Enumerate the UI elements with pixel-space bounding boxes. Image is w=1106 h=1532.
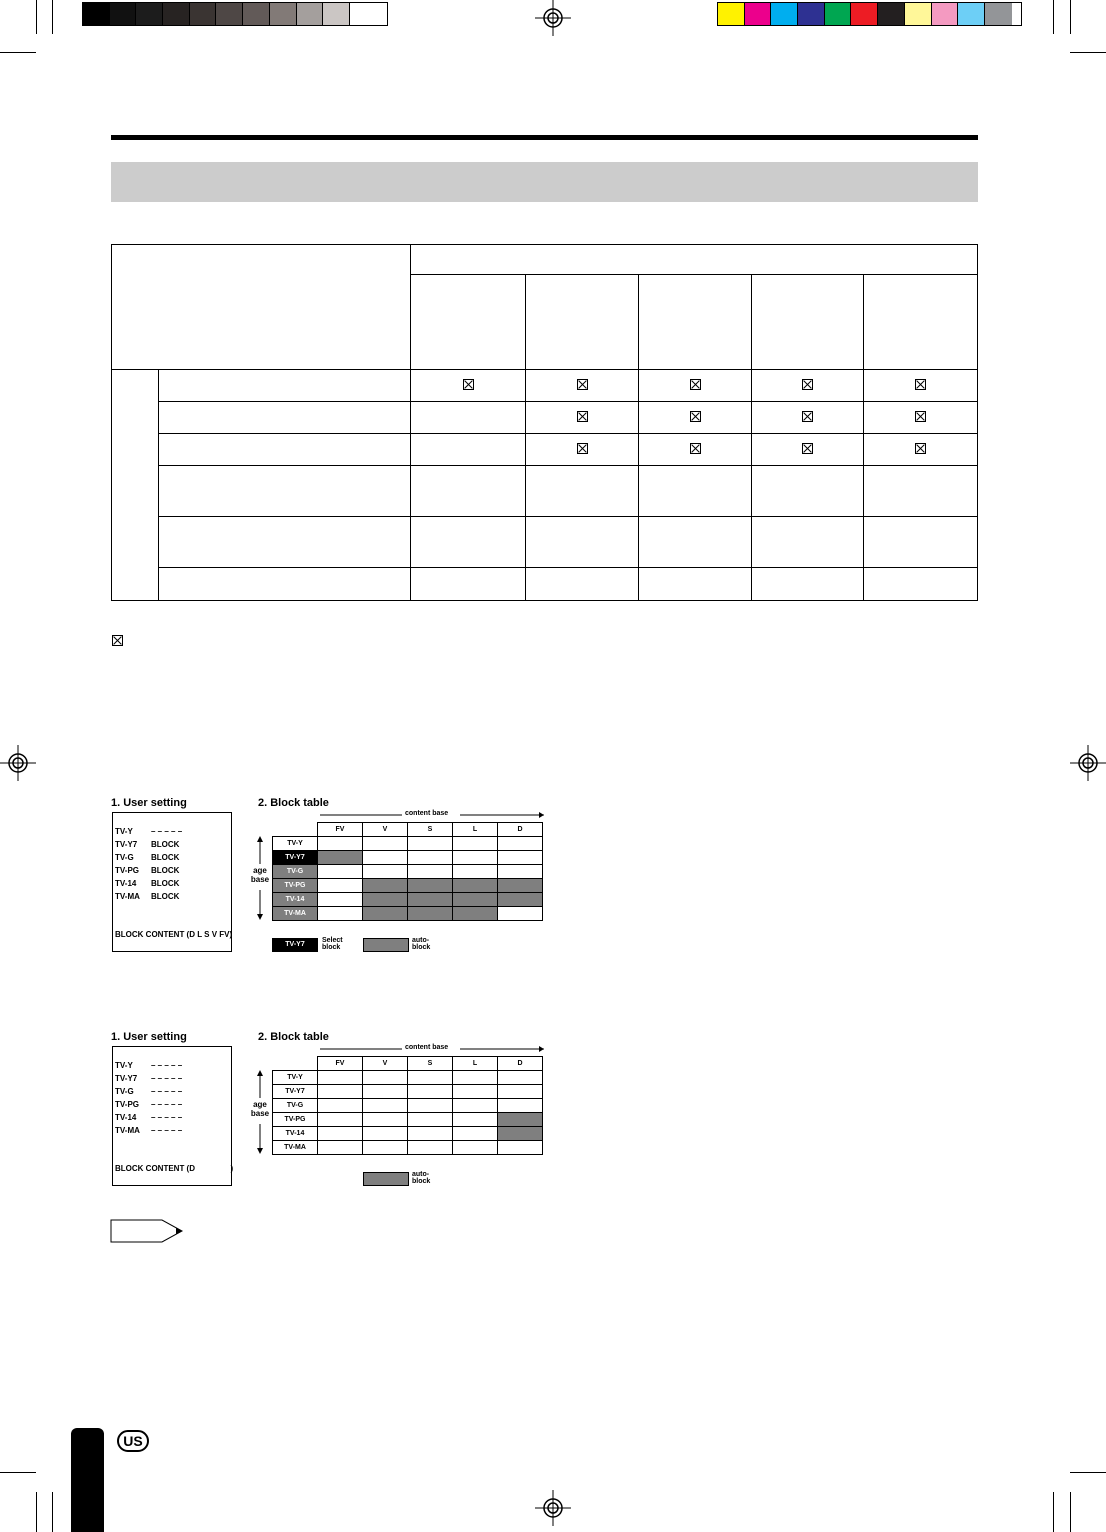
table-cell	[411, 434, 526, 466]
checked-box-icon	[690, 379, 701, 390]
block-table	[272, 1056, 543, 1155]
age-row-label: TV-14	[273, 893, 318, 907]
open-cell	[318, 1071, 363, 1085]
checked-box-icon	[577, 411, 588, 422]
blocked-cell	[453, 893, 498, 907]
blocked-cell	[408, 907, 453, 921]
open-cell	[453, 865, 498, 879]
table-row	[273, 1099, 543, 1113]
table-row	[273, 865, 543, 879]
row-label-cell	[159, 568, 411, 601]
content-column-header: S	[408, 1057, 453, 1071]
table-row	[112, 466, 978, 517]
open-cell	[318, 837, 363, 851]
rating-label: TV-G	[115, 1087, 134, 1096]
open-cell	[453, 851, 498, 865]
rating-value: – – – – –	[151, 1061, 183, 1070]
color-swatch	[745, 3, 772, 25]
color-swatch	[190, 3, 217, 25]
blocked-cell	[318, 851, 363, 865]
open-cell	[498, 1099, 543, 1113]
table-row	[112, 517, 978, 568]
crop-mark	[36, 0, 37, 34]
color-swatch	[798, 3, 825, 25]
table-row	[112, 434, 978, 466]
rating-value: BLOCK	[151, 853, 180, 862]
table-group-header	[411, 245, 978, 275]
table-cell	[526, 568, 639, 601]
table-cell	[752, 568, 864, 601]
block-corner	[273, 823, 318, 837]
color-swatch	[771, 3, 798, 25]
table-row	[112, 402, 978, 434]
open-cell	[408, 1113, 453, 1127]
rating-label: TV-MA	[115, 1126, 140, 1135]
table-row	[273, 907, 543, 921]
color-swatch	[216, 3, 243, 25]
rating-label: TV-MA	[115, 892, 140, 901]
open-cell	[363, 1085, 408, 1099]
age-base-label: age base	[249, 836, 271, 920]
content-column-header: V	[363, 1057, 408, 1071]
rating-value: – – – – –	[151, 1100, 183, 1109]
checked-box-icon	[802, 443, 813, 454]
registration-mark-left-icon	[0, 745, 36, 781]
user-setting-title: 1. User setting	[111, 797, 187, 809]
blocked-cell	[453, 879, 498, 893]
checked-box-icon	[915, 411, 926, 422]
crop-mark	[1053, 0, 1054, 34]
color-swatch	[270, 3, 297, 25]
open-cell	[363, 1127, 408, 1141]
open-cell	[453, 1141, 498, 1155]
user-setting-row	[115, 1100, 182, 1109]
color-swatch	[323, 3, 350, 25]
user-setting-box	[112, 1046, 232, 1186]
checked-box-icon	[802, 411, 813, 422]
checked-box-icon	[915, 443, 926, 454]
ratings-matrix-table	[111, 244, 978, 601]
age-row-label: TV-MA	[273, 1141, 318, 1155]
age-row-label: TV-Y	[273, 837, 318, 851]
rating-value: – – – – –	[151, 1074, 183, 1083]
user-setting-row	[115, 879, 179, 888]
crop-mark	[1070, 52, 1106, 53]
content-column-header: FV	[318, 1057, 363, 1071]
rating-label: TV-Y	[115, 1061, 133, 1070]
block-content-line: BLOCK CONTENT (D L S V FV)	[115, 930, 233, 939]
age-row-label: TV-Y	[273, 1071, 318, 1085]
color-swatch	[83, 3, 110, 25]
table-row	[273, 1085, 543, 1099]
content-column-header: L	[453, 1057, 498, 1071]
user-setting-row	[115, 1061, 182, 1070]
rating-value: – – – – –	[151, 827, 183, 836]
user-setting-row	[115, 853, 179, 862]
table-cell	[411, 568, 526, 601]
table-cell	[864, 466, 978, 517]
table-cell	[411, 466, 526, 517]
table-cell	[752, 434, 864, 466]
table-cell	[639, 434, 752, 466]
open-cell	[318, 1085, 363, 1099]
rating-label: TV-Y7	[115, 840, 138, 849]
blocked-cell	[363, 879, 408, 893]
block-content-line: BLOCK CONTENT (D )	[115, 1164, 234, 1173]
table-cell	[752, 370, 864, 402]
rating-value: BLOCK	[151, 892, 180, 901]
content-column-header: L	[453, 823, 498, 837]
table-cell	[864, 370, 978, 402]
legend-mark-icon	[112, 635, 123, 646]
table-column-header	[411, 275, 526, 370]
blocked-cell	[408, 893, 453, 907]
table-row	[273, 879, 543, 893]
color-swatch	[958, 3, 985, 25]
color-swatch	[243, 3, 270, 25]
user-setting-row	[115, 827, 182, 836]
open-cell	[318, 865, 363, 879]
rating-label: TV-PG	[115, 1100, 140, 1109]
user-setting-row	[115, 1113, 182, 1122]
table-column-header	[639, 275, 752, 370]
crop-mark	[52, 0, 53, 34]
open-cell	[498, 837, 543, 851]
crop-mark	[1070, 1492, 1071, 1532]
section-heading-band	[111, 162, 978, 202]
open-cell	[363, 851, 408, 865]
open-cell	[318, 1099, 363, 1113]
open-cell	[498, 865, 543, 879]
rating-label: TV-14	[115, 879, 137, 888]
crop-mark	[1053, 1492, 1054, 1532]
open-cell	[453, 1071, 498, 1085]
table-column-header	[864, 275, 978, 370]
row-label-cell	[159, 370, 411, 402]
checked-box-icon	[915, 379, 926, 390]
content-column-header: S	[408, 823, 453, 837]
note-arrow-icon	[110, 1219, 184, 1243]
table-cell	[526, 402, 639, 434]
rating-value: – – – – –	[151, 1087, 183, 1096]
open-cell	[498, 907, 543, 921]
content-column-header: D	[498, 1057, 543, 1071]
legend-auto-swatch	[363, 1172, 409, 1186]
open-cell	[498, 1141, 543, 1155]
open-cell	[453, 1127, 498, 1141]
color-swatch	[905, 3, 932, 25]
open-cell	[318, 1127, 363, 1141]
checked-box-icon	[690, 443, 701, 454]
blocked-cell	[498, 893, 543, 907]
table-cell	[526, 466, 639, 517]
block-table-title: 2. Block table	[258, 1031, 329, 1043]
open-cell	[408, 865, 453, 879]
table-cell	[864, 517, 978, 568]
open-cell	[408, 1085, 453, 1099]
checked-box-icon	[802, 379, 813, 390]
open-cell	[408, 1071, 453, 1085]
age-row-label: TV-PG	[273, 879, 318, 893]
open-cell	[408, 851, 453, 865]
table-row	[273, 1127, 543, 1141]
table-column-header	[752, 275, 864, 370]
open-cell	[453, 1113, 498, 1127]
user-setting-title: 1. User setting	[111, 1031, 187, 1043]
table-row	[273, 893, 543, 907]
table-cell	[639, 517, 752, 568]
region-badge: US	[117, 1430, 149, 1452]
user-setting-row	[115, 1126, 182, 1135]
table-cell	[639, 568, 752, 601]
open-cell	[408, 1141, 453, 1155]
table-row	[112, 370, 978, 402]
crop-mark	[0, 1472, 36, 1473]
content-column-header: FV	[318, 823, 363, 837]
user-setting-row	[115, 866, 179, 875]
age-row-label: TV-G	[273, 1099, 318, 1113]
user-setting-box	[112, 812, 232, 952]
rating-label: TV-Y	[115, 827, 133, 836]
checked-box-icon	[577, 443, 588, 454]
row-label-cell	[159, 466, 411, 517]
open-cell	[453, 837, 498, 851]
blocked-cell	[498, 1113, 543, 1127]
table-cell	[411, 517, 526, 568]
table-cell	[639, 370, 752, 402]
user-setting-row	[115, 892, 179, 901]
crop-mark	[36, 1492, 37, 1532]
open-cell	[318, 907, 363, 921]
crop-mark	[0, 52, 36, 53]
blocked-cell	[408, 879, 453, 893]
open-cell	[408, 1099, 453, 1113]
open-cell	[498, 1085, 543, 1099]
open-cell	[363, 837, 408, 851]
table-corner-cell	[112, 245, 411, 370]
table-cell	[639, 402, 752, 434]
open-cell	[363, 1071, 408, 1085]
open-cell	[363, 1113, 408, 1127]
user-setting-row	[115, 840, 179, 849]
table-cell	[526, 517, 639, 568]
open-cell	[498, 851, 543, 865]
open-cell	[363, 1141, 408, 1155]
table-cell	[639, 466, 752, 517]
rating-label: TV-G	[115, 853, 134, 862]
table-cell	[752, 517, 864, 568]
legend-auto-text: auto-block	[412, 937, 431, 951]
table-cell	[411, 370, 526, 402]
page-edge-tab	[71, 1428, 104, 1532]
registration-mark-top-icon	[535, 0, 571, 36]
rating-value: BLOCK	[151, 866, 180, 875]
block-corner	[273, 1057, 318, 1071]
age-row-label: TV-14	[273, 1127, 318, 1141]
blocked-cell	[363, 907, 408, 921]
crop-mark	[52, 1492, 53, 1532]
table-cell	[864, 434, 978, 466]
legend-auto-text: auto-block	[412, 1171, 431, 1185]
user-setting-row	[115, 1087, 182, 1096]
color-swatch	[851, 3, 878, 25]
table-row	[112, 568, 978, 601]
checked-box-icon	[577, 379, 588, 390]
open-cell	[318, 893, 363, 907]
legend-select-text: Select block	[322, 937, 343, 951]
checked-box-icon	[690, 411, 701, 422]
table-row	[273, 851, 543, 865]
rating-label: TV-PG	[115, 866, 140, 875]
open-cell	[453, 1099, 498, 1113]
color-swatch	[297, 3, 324, 25]
table-cell	[526, 370, 639, 402]
open-cell	[453, 1085, 498, 1099]
block-table-title: 2. Block table	[258, 797, 329, 809]
open-cell	[363, 865, 408, 879]
blocked-cell	[498, 1127, 543, 1141]
rating-value: – – – – –	[151, 1126, 183, 1135]
table-cell	[752, 466, 864, 517]
open-cell	[363, 1099, 408, 1113]
color-swatch	[718, 3, 745, 25]
checked-box-icon	[463, 379, 474, 390]
table-cell	[526, 434, 639, 466]
rating-value: BLOCK	[151, 840, 180, 849]
age-row-label: TV-G	[273, 865, 318, 879]
table-column-header	[526, 275, 639, 370]
open-cell	[408, 1127, 453, 1141]
color-swatch	[163, 3, 190, 25]
content-column-header: V	[363, 823, 408, 837]
table-cell	[864, 402, 978, 434]
table-row	[273, 1141, 543, 1155]
blocked-cell	[363, 893, 408, 907]
table-cell	[411, 402, 526, 434]
age-row-label: TV-Y7	[273, 1085, 318, 1099]
color-swatch	[350, 3, 377, 25]
rating-label: TV-14	[115, 1113, 137, 1122]
rating-value: BLOCK	[151, 879, 180, 888]
color-swatch	[932, 3, 959, 25]
legend-auto-swatch	[363, 938, 409, 952]
crop-mark	[1070, 1472, 1106, 1473]
blocked-cell	[498, 879, 543, 893]
open-cell	[318, 1113, 363, 1127]
color-swatch	[878, 3, 905, 25]
age-row-label: TV-Y7	[273, 851, 318, 865]
rating-value: – – – – –	[151, 1113, 183, 1122]
registration-mark-bottom-icon	[535, 1490, 571, 1526]
open-cell	[318, 879, 363, 893]
row-label-cell	[159, 402, 411, 434]
table-cell	[864, 568, 978, 601]
color-swatch	[985, 3, 1012, 25]
age-row-label: TV-PG	[273, 1113, 318, 1127]
gray-scale-strip	[82, 2, 388, 26]
block-table	[272, 822, 543, 921]
age-base-label: age base	[249, 1070, 271, 1154]
color-swatch	[110, 3, 137, 25]
color-swatch-strip	[717, 2, 1022, 26]
open-cell	[408, 837, 453, 851]
color-swatch	[825, 3, 852, 25]
table-row	[273, 1071, 543, 1085]
header-rule	[111, 135, 978, 140]
row-label-cell	[159, 517, 411, 568]
rating-label: TV-Y7	[115, 1074, 138, 1083]
table-row	[273, 837, 543, 851]
age-row-label: TV-MA	[273, 907, 318, 921]
registration-mark-right-icon	[1070, 745, 1106, 781]
color-swatch	[136, 3, 163, 25]
table-row	[273, 1113, 543, 1127]
user-setting-row	[115, 1074, 182, 1083]
crop-mark	[1070, 0, 1071, 34]
row-label-cell	[159, 434, 411, 466]
legend-select-chip: TV-Y7	[272, 938, 318, 952]
blocked-cell	[453, 907, 498, 921]
open-cell	[498, 1071, 543, 1085]
content-column-header: D	[498, 823, 543, 837]
row-group-cell	[112, 370, 159, 601]
table-cell	[752, 402, 864, 434]
open-cell	[318, 1141, 363, 1155]
